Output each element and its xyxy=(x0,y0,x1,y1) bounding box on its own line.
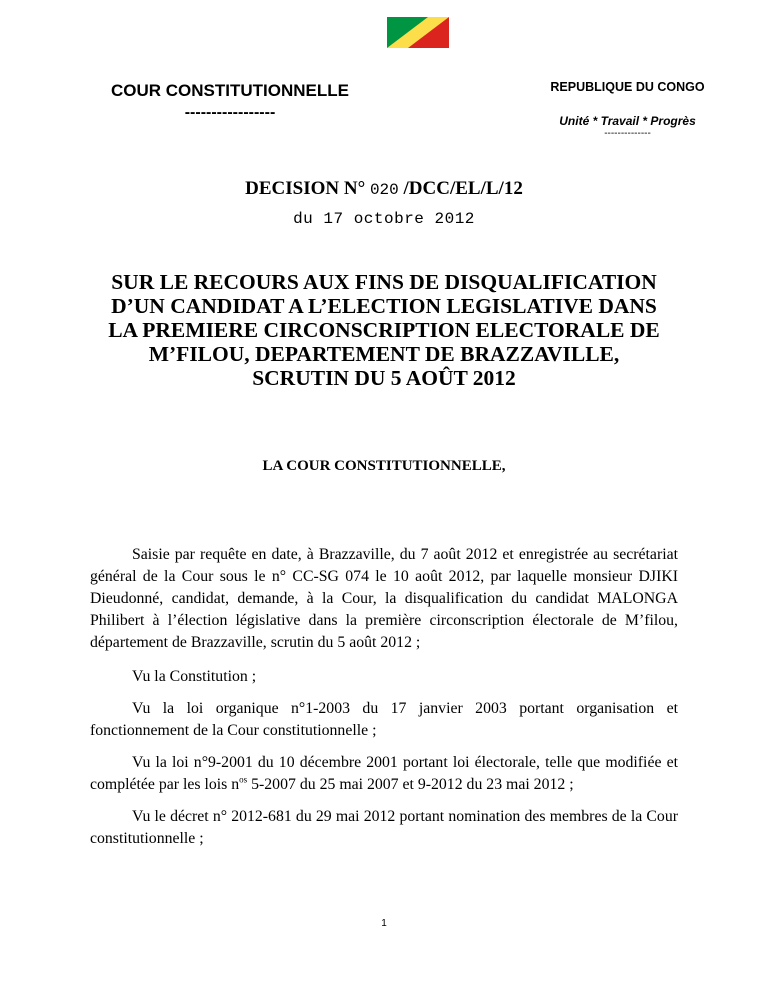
subject-line: D’UN CANDIDAT A L’ELECTION LEGISLATIVE DANS xyxy=(111,294,657,318)
subject-line: M’FILOU, DEPARTEMENT DE BRAZZAVILLE, xyxy=(148,342,620,366)
country-name: REPUBLIQUE DU CONGO xyxy=(550,80,705,94)
paragraph-visa-constitution: Vu la Constitution ; xyxy=(132,668,257,685)
subject-line: LA PREMIERE CIRCONSCRIPTION ELECTORALE DE xyxy=(108,318,660,342)
paragraph-visa-loi-electorale xyxy=(90,752,678,796)
decision-number: 020 xyxy=(369,181,399,199)
visa-text-end: 5-2007 du 25 mai 2007 et 9-2012 du 23 mai 2012 ; xyxy=(247,776,574,793)
paragraph-visa-decret: Vu le décret n° 2012-681 du 29 mai 2012 portant nomination des membres de la Cour constitutionnelle ; xyxy=(90,808,678,847)
court-heading: LA COUR CONSTITUTIONNELLE, xyxy=(262,458,506,474)
decision-body xyxy=(90,544,678,860)
congo-flag-emblem xyxy=(387,17,449,48)
visa-superscript: os xyxy=(239,774,248,785)
visa-text-start: Vu la loi n°9-2001 du 10 décembre 2001 portant loi électorale, telle que modifiée et complétée par les lois n xyxy=(90,754,678,793)
page-number: 1 xyxy=(381,918,387,929)
decision-title xyxy=(0,178,768,200)
decision-label: DECISION N° xyxy=(245,178,366,199)
national-motto: Unité * Travail * Progrès xyxy=(559,114,696,128)
issuer-block xyxy=(90,80,370,124)
decision-date: du 17 octobre 2012 xyxy=(293,210,475,228)
subject-line: SCRUTIN DU 5 AOÛT 2012 xyxy=(252,366,516,390)
decision-reference: /DCC/EL/L/12 xyxy=(403,178,523,199)
court-name: COUR CONSTITUTIONNELLE xyxy=(111,81,349,100)
paragraph-saisine: Saisie par requête en date, à Brazzaville, du 7 août 2012 et enregistrée au secrétariat général de la Cour sous le n° CC-SG 074 le 10 août 2012, par laquelle monsieur DJIKI Dieudonné, candidat, demande, à la Cour, la disqualification du candidat MALONGA Philibert à l’élection législative dans la première circonscription électorale de M’filou, département de Brazzaville, scrutin du 5 août 2012 ; xyxy=(90,546,678,651)
decision-header xyxy=(0,178,768,228)
decision-subject xyxy=(80,270,688,390)
subject-line: SUR LE RECOURS AUX FINS DE DISQUALIFICATION xyxy=(111,270,657,294)
court-name-underline: ----------------- xyxy=(184,104,276,121)
paragraph-visa-loi-organique: Vu la loi organique n°1-2003 du 17 janvier 2003 portant organisation et fonctionnement de la Cour constitutionnelle ; xyxy=(90,700,678,739)
motto-underline: -------------- xyxy=(604,128,651,139)
country-block xyxy=(520,80,735,139)
